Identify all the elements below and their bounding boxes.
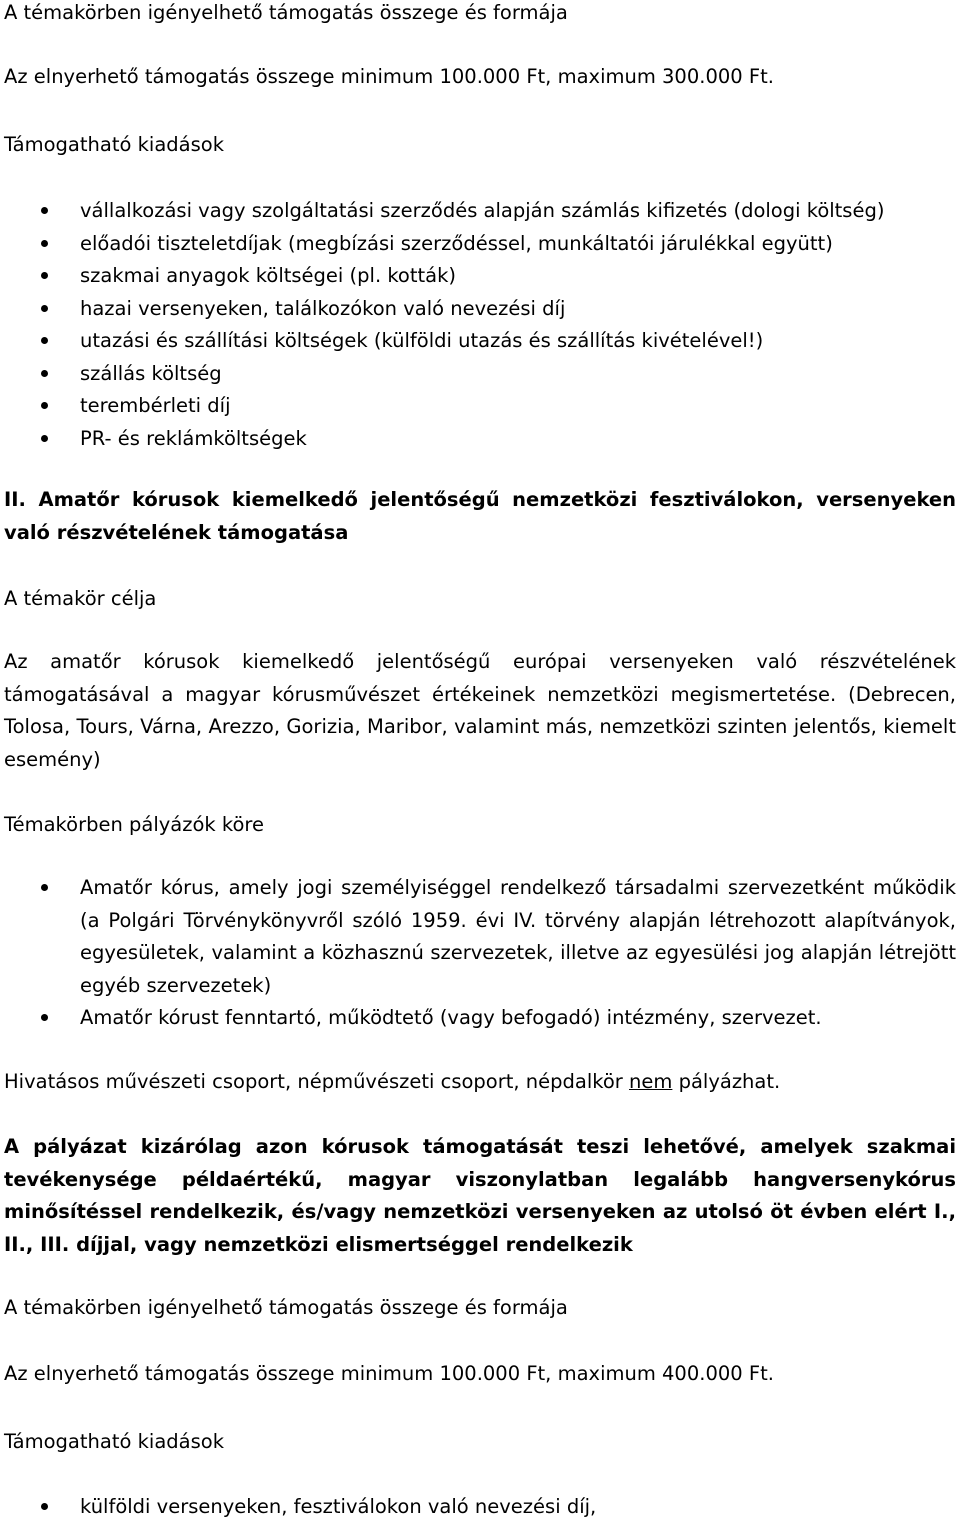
bullet-icon — [41, 240, 48, 247]
list-item: szakmai anyagok költségei (pl. kották) — [4, 260, 956, 293]
bullet-icon — [41, 207, 48, 214]
section2-goal-heading: A témakör célja — [4, 587, 157, 610]
section2-expenses-heading: Támogatható kiadások — [4, 1430, 224, 1453]
bullet-icon — [41, 402, 48, 409]
bullet-icon — [41, 884, 48, 891]
section2-amount-heading: A témakörben igényelhető támogatás összege és formája — [4, 1296, 568, 1319]
list-item: külföldi versenyeken, fesztiválokon való nevezési díj, — [4, 1491, 956, 1524]
section1-heading: A témakörben igényelhető támogatás összege és formája — [4, 1, 568, 24]
section1-amount: Az elnyerhető támogatás összege minimum 100.000 Ft, maximum 300.000 Ft. — [4, 65, 774, 88]
section2-title: II. Amatőr kórusok kiemelkedő jelentőségű nemzetközi fesztiválokon, versenyeken való részvételének támogatása — [4, 488, 956, 544]
bullet-icon — [41, 337, 48, 344]
list-item: szállás költség — [4, 358, 956, 391]
list-item: vállalkozási vagy szolgáltatási szerződés alapján számlás kifizetés (dologi költség) — [4, 195, 956, 228]
section2-excluded-note: Hivatásos művészeti csoport, népművészeti csoport, népdalkör nem pályázhat. — [4, 1070, 781, 1093]
bullet-icon — [41, 435, 48, 442]
list-item: előadói tiszteletdíjak (megbízási szerződéssel, munkáltatói járulékkal együtt) — [4, 228, 956, 261]
list-item: Amatőr kórust fenntartó, működtető (vagy befogadó) intézmény, szervezet. — [4, 1002, 956, 1035]
section2-expenses-list — [4, 1491, 956, 1524]
emphasis-not: nem — [629, 1070, 673, 1093]
bullet-icon — [41, 1014, 48, 1021]
section2-amount: Az elnyerhető támogatás összege minimum 100.000 Ft, maximum 400.000 Ft. — [4, 1362, 774, 1385]
list-item: PR- és reklámköltségek — [4, 423, 956, 456]
section2-applicants-heading: Témakörben pályázók köre — [4, 813, 265, 836]
list-item: hazai versenyeken, találkozókon való nevezési díj — [4, 293, 956, 326]
section1-expenses-list — [4, 195, 956, 455]
list-item: terembérleti díj — [4, 390, 956, 423]
section2-goal-text: Az amatőr kórusok kiemelkedő jelentőségű európai versenyeken való részvételének támogatásával a magyar kórusművészet értékeinek nemzetközi megismertetése. (Debrecen, Tolosa, Tours, Várna, Arezzo, Gorizia, Maribor, valamint más, nemzetközi szinten jelentős, kiemelt esemény) — [4, 650, 956, 771]
list-item: utazási és szállítási költségek (külföldi utazás és szállítás kivételével!) — [4, 325, 956, 358]
list-item: Amatőr kórus, amely jogi személyiséggel rendelkező társadalmi szervezetként működik (a Polgári Törvénykönyvről szóló 1959. évi IV. törvény alapján létrehozott alapítványok, egyesületek, valamint a közhasznú szervezetek, illetve az egyesülési jog alapján létrejött egyéb szervezetek) — [4, 872, 956, 1002]
bullet-icon — [41, 305, 48, 312]
bullet-icon — [41, 370, 48, 377]
bullet-icon — [41, 272, 48, 279]
section2-applicants-list — [4, 872, 956, 1035]
section1-expenses-heading: Támogatható kiadások — [4, 133, 224, 156]
bullet-icon — [41, 1503, 48, 1510]
section2-condition: A pályázat kizárólag azon kórusok támogatását teszi lehetővé, amelyek szakmai tevékenysége példaértékű, magyar viszonylatban legalább hangversenykórus minősítéssel rendelkezik, és/vagy nemzetközi versenyeken az utolsó öt évben elért I., II., III. díjjal, vagy nemzetközi elismertséggel rendelkezik — [4, 1135, 956, 1256]
